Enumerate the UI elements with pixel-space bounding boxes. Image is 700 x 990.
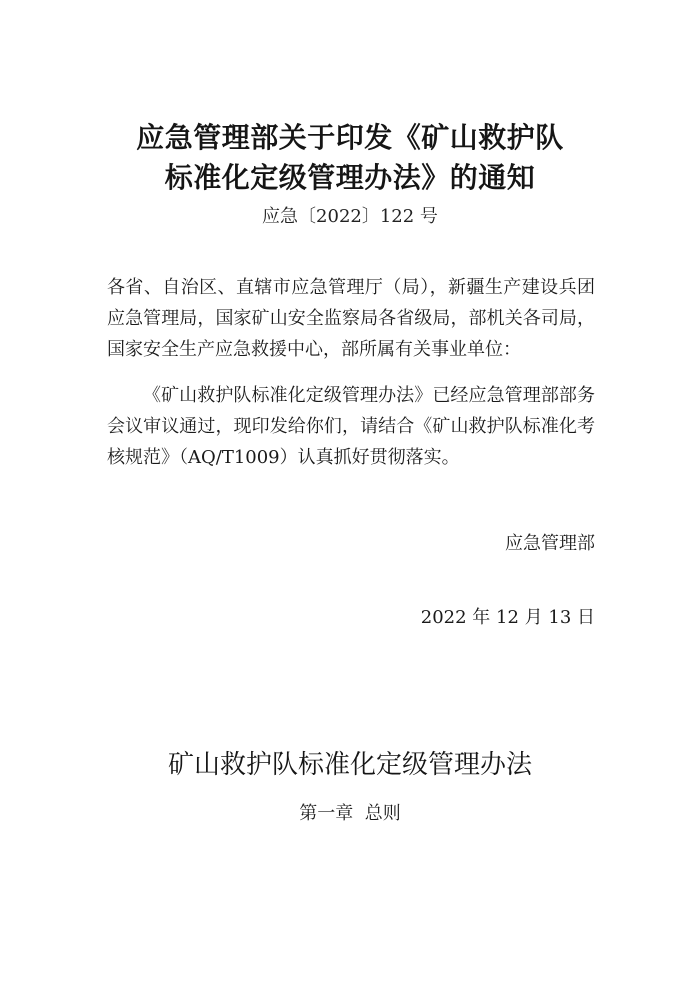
addressee-text: 各省、自治区、直辖市应急管理厅（局），新疆生产建设兵团应急管理局，国家矿山安全监察局各省级局，部机关各司局，国家安全生产应急救援中心，部所属有关事业单位： <box>107 277 595 360</box>
notice-paragraph: 《矿山救护队标准化定级管理办法》已经应急管理部部务会议审议通过，现印发给你们，请结合《矿山救护队标准化考核规范》（AQ/T1009）认真抓好贯彻落实。 <box>107 385 595 468</box>
issuer-signature: 应急管理部 <box>505 533 595 554</box>
notice-title-line-1: 应急管理部关于印发《矿山救护队 <box>136 121 564 154</box>
document-number: 应急〔2022〕122 号 <box>262 206 438 227</box>
issue-date: 2022 年 12 月 13 日 <box>420 607 595 628</box>
addressee-block <box>107 272 595 365</box>
notice-body <box>107 380 595 473</box>
chapter-heading: 第一章 总则 <box>299 803 401 824</box>
regulation-title: 矿山救护队标准化定级管理办法 <box>167 750 532 780</box>
notice-title-line-2: 标准化定级管理办法》的通知 <box>164 161 536 194</box>
